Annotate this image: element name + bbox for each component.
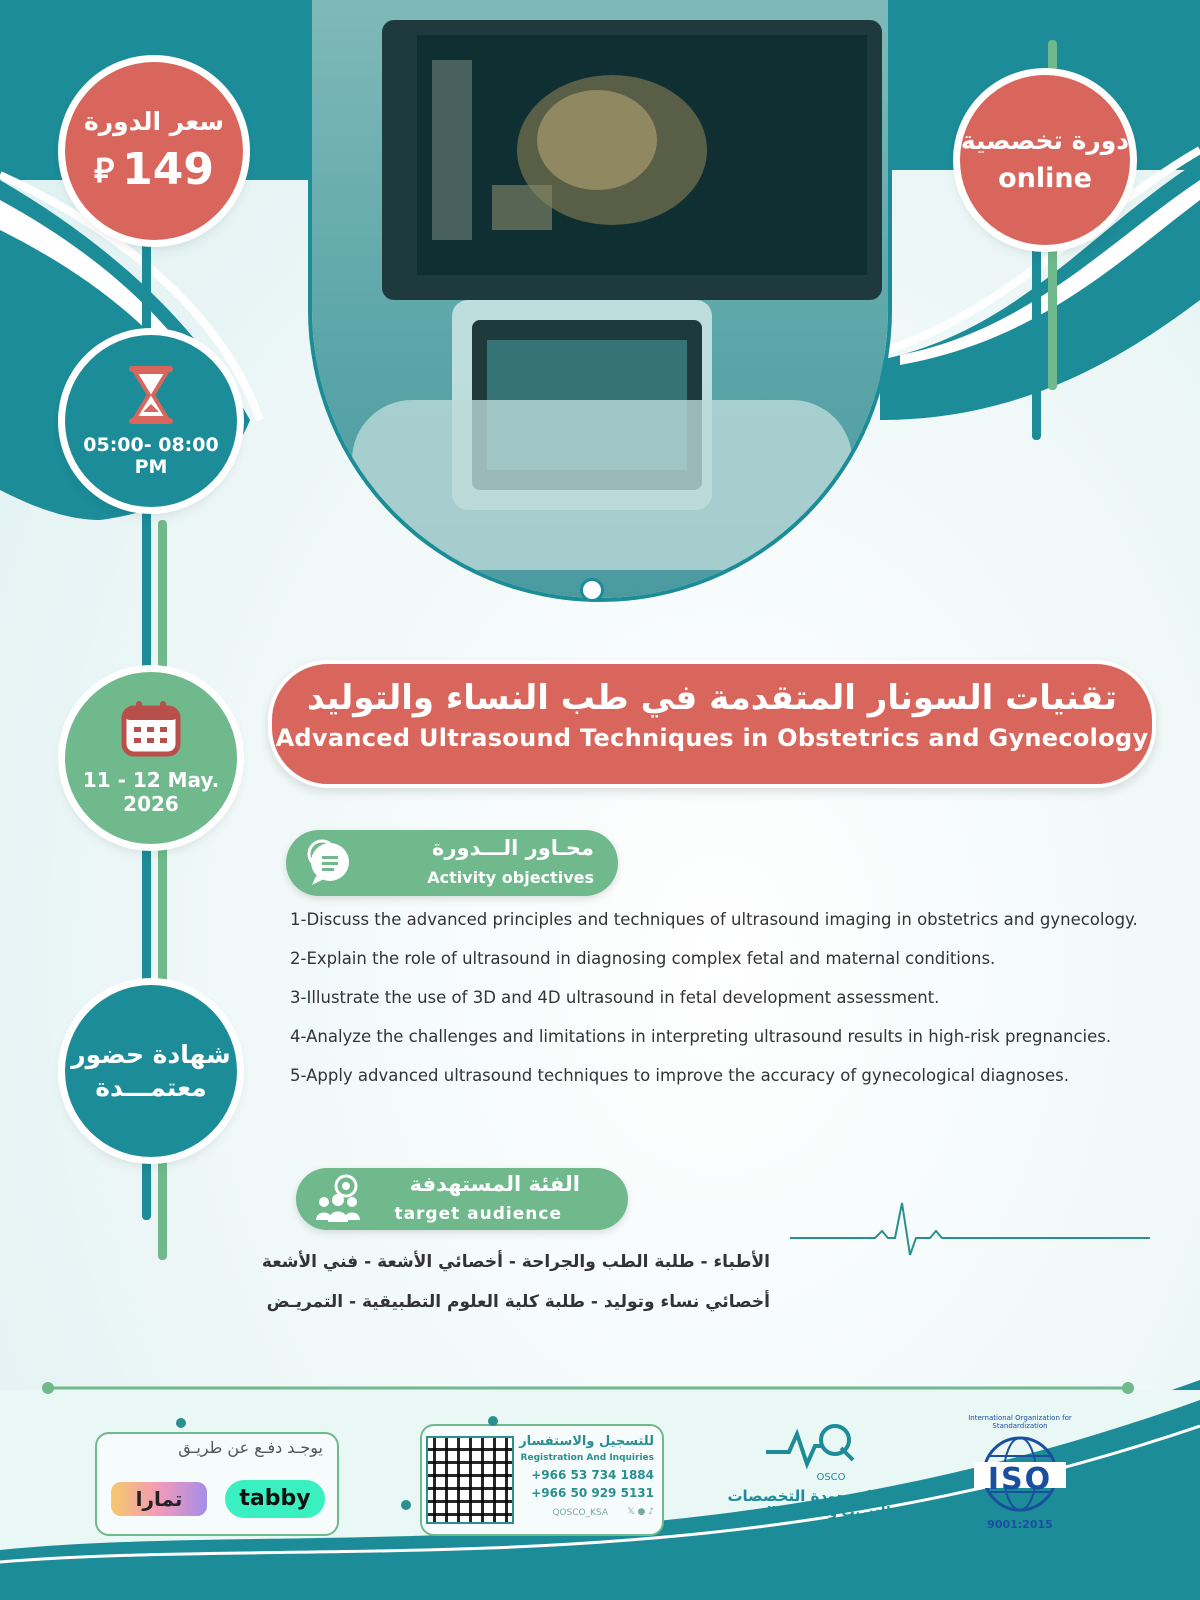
company-logo <box>716 1420 906 1530</box>
company-logo-text: OSCO <box>816 1472 846 1483</box>
social-handle[interactable]: QOSCO_KSA <box>552 1508 608 1518</box>
objectives-heading <box>286 830 618 896</box>
photo-anchor-dot <box>580 578 604 602</box>
objective-item: 4-Analyze the challenges and limitations in interpreting ultrasound results in high-risk pregnancies. <box>290 1027 1112 1046</box>
certificate-line1: شهادة حضور <box>71 1040 231 1069</box>
price-amount <box>94 144 214 195</box>
course-title-arabic: تقنيات السونار المتقدمة في طب النساء والتوليد <box>306 678 1118 718</box>
objective-item: 1-Discuss the advanced principles and techniques of ultrasound imaging in obstetrics and gynecology. <box>290 910 1138 929</box>
course-type-line1: دورة تخصصية <box>960 126 1130 155</box>
calendar-icon <box>121 700 181 758</box>
time-badge <box>65 335 237 507</box>
price-value: 149 <box>122 144 215 195</box>
payment-box <box>95 1432 339 1536</box>
registration-box <box>420 1424 664 1536</box>
objective-item: 3-Illustrate the use of 3D and 4D ultrasound in fetal development assessment. <box>290 988 940 1007</box>
objective-item: 5-Apply advanced ultrasound techniques to improve the accuracy of gynecological diagnoses. <box>290 1066 1069 1085</box>
audience-heading-arabic: الفئة المستهدفة <box>409 1172 580 1196</box>
date-year: 2026 <box>123 792 179 816</box>
audience-line1: الأطباء - طلبة الطب والجراحة - أخصائي الأشعة - فني الأشعة <box>261 1252 770 1272</box>
riyal-symbol-icon: ⃁ <box>93 150 115 191</box>
registration-dot <box>488 1416 498 1426</box>
registration-english: Registration And Inquiries <box>520 1453 654 1463</box>
ultrasound-illustration <box>312 0 888 598</box>
audience-heading-english: target audience <box>394 1204 562 1224</box>
date-range: 11 - 12 May. <box>82 768 220 792</box>
time-period: PM <box>134 456 168 478</box>
certificate-badge <box>65 985 237 1157</box>
social-icons: 𝕏 ● ♪ <box>627 1507 654 1517</box>
audience-heading <box>296 1168 628 1230</box>
price-label: سعر الدورة <box>83 107 225 136</box>
company-name: شركة جودة التخصصات <box>727 1487 895 1505</box>
objectives-heading-arabic: محـاور الـــدورة <box>432 836 594 860</box>
qr-code[interactable] <box>426 1436 514 1524</box>
iso-logo <box>960 1414 1080 1538</box>
date-badge <box>65 672 237 844</box>
time-range: 05:00- 08:00 <box>83 434 219 456</box>
payment-label: يوجـد دفـع عن طريـق <box>178 1438 323 1457</box>
target-audience-icon <box>312 1174 364 1224</box>
course-title-english: Advanced Ultrasound Techniques in Obstetrics and Gynecology <box>275 724 1149 752</box>
certificate-line2: معتمـــدة <box>95 1073 207 1102</box>
qosco-heartbeat-icon <box>761 1420 861 1472</box>
iso-text: ISO <box>987 1462 1053 1497</box>
ultrasound-machine-photo <box>312 0 888 598</box>
registration-arabic: للتسجيل والاستفسار <box>519 1434 654 1449</box>
heartbeat-line-icon <box>790 1195 1150 1265</box>
course-type-badge <box>960 75 1130 245</box>
payment-dot <box>176 1418 186 1428</box>
audience-line2: أخصائي نساء وتوليد - طلبة كلية العلوم التطبيقية - التمريـض <box>266 1292 770 1312</box>
price-badge <box>65 62 243 240</box>
objectives-heading-english: Activity objectives <box>427 868 594 887</box>
company-tagline: للتدريب والتطوير الصحي <box>731 1505 891 1520</box>
phone-1[interactable]: +966 53 734 1884 <box>531 1468 654 1482</box>
phone-2[interactable]: +966 50 929 5131 <box>531 1486 654 1500</box>
objective-item: 2-Explain the role of ultrasound in diagnosing complex fetal and maternal conditions. <box>290 949 996 968</box>
course-title-banner <box>268 660 1156 788</box>
tamara-logo: تمارا <box>111 1482 207 1516</box>
hourglass-icon <box>125 364 177 426</box>
qr-dot <box>401 1500 411 1510</box>
chat-bubbles-icon <box>302 838 354 888</box>
course-type-line2: online <box>998 163 1092 194</box>
iso-ring-text: International Organization for Standardization <box>968 1414 1072 1430</box>
iso-code: 9001:2015 <box>987 1518 1053 1531</box>
tabby-logo: tabby <box>225 1480 325 1518</box>
